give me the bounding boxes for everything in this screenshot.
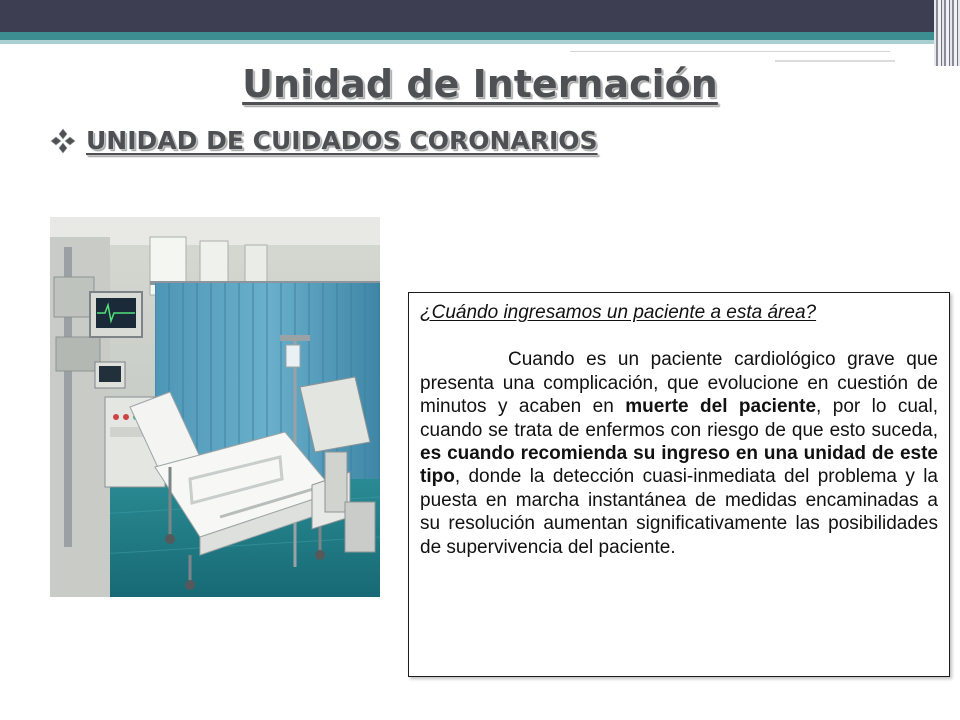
- paragraph-bold-2: es cuando recomienda su ingreso en una unidad de este tipo: [420, 443, 938, 488]
- paragraph-bold-1: muerte del paciente: [625, 396, 817, 418]
- header-bar-pale: [0, 40, 960, 44]
- paragraph-text-2: , por lo cual, cuando se trata de enfermos con riesgo de que esto suceda,: [420, 396, 939, 441]
- header-accent-line: [570, 48, 890, 51]
- explanation-paragraph: [420, 348, 938, 559]
- coronary-care-photo: [50, 217, 380, 597]
- header-bar-teal: [0, 32, 960, 40]
- paragraph-text-1: Cuando es un paciente cardiológico grave que presenta una complicación, que evolucione en cuestión de minutos y acaben en: [420, 349, 938, 418]
- paragraph-text-3: , donde la detección cuasi-inmediata del problema y la puesta en marcha instantánea de medidas encaminadas a su resolución aumentan significativamente las posibilidades de supervivencia del paciente.: [420, 466, 938, 558]
- slide-subtitle: [50, 126, 598, 155]
- header-stripes: [934, 0, 960, 66]
- question-text: ¿Cuándo ingresamos un paciente a esta área?: [420, 302, 817, 323]
- slide-title: Unidad de Internación: [242, 62, 718, 106]
- header-bar-dark: [0, 0, 960, 32]
- subtitle-text: UNIDAD DE CUIDADOS CORONARIOS: [86, 126, 598, 155]
- diamond-bullet-icon: [50, 128, 76, 154]
- explanation-text-box: [408, 292, 950, 677]
